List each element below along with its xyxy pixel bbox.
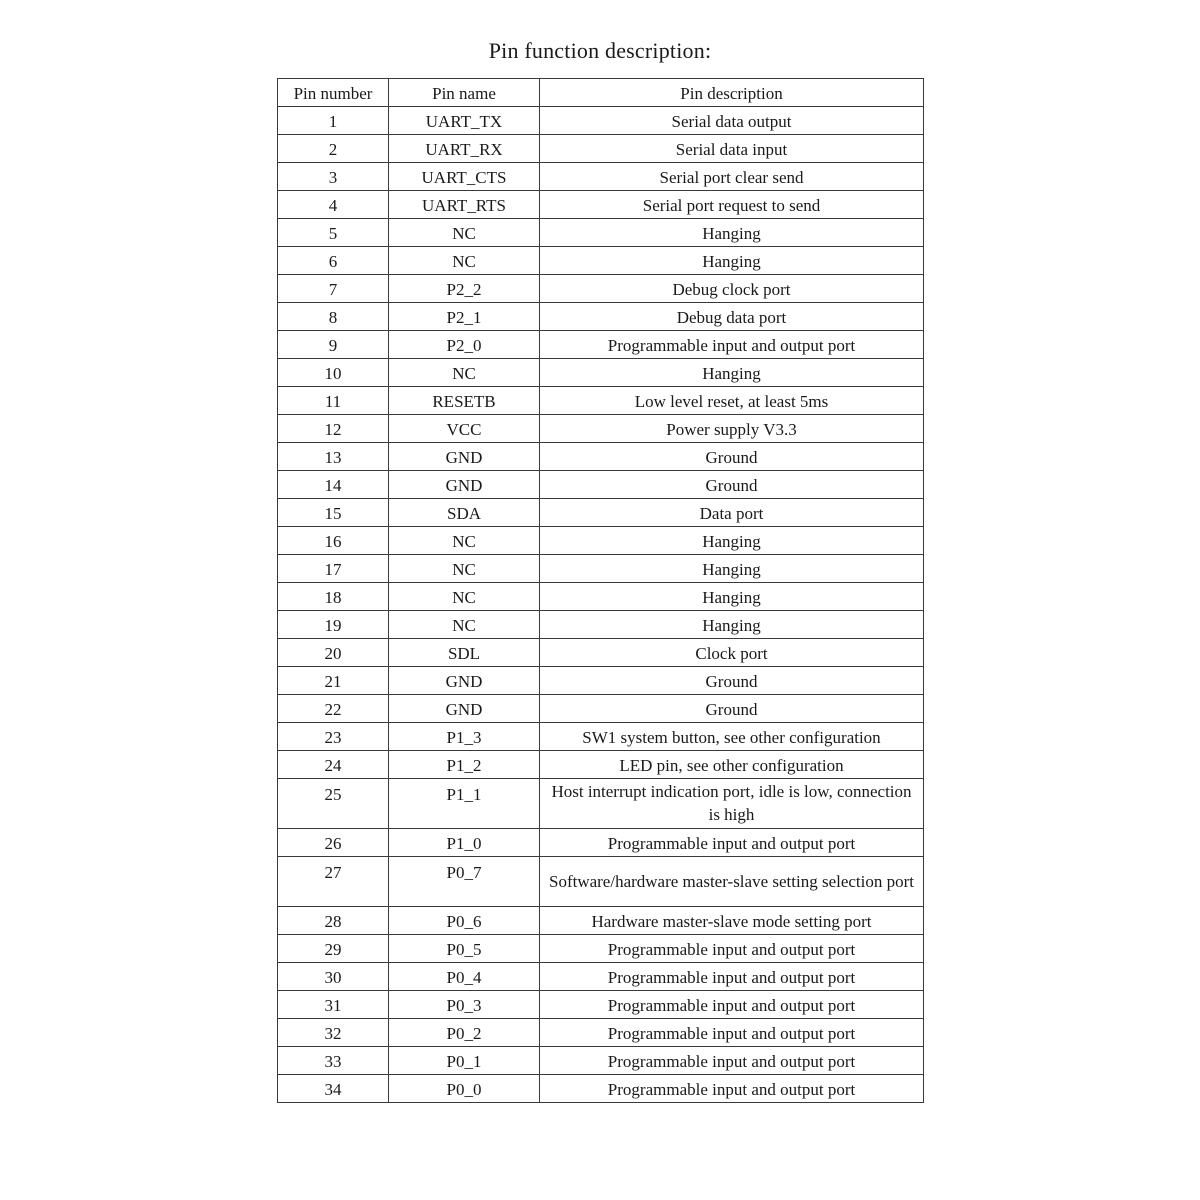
pin-number-cell: 18 — [278, 583, 389, 611]
pin-number-cell: 14 — [278, 471, 389, 499]
pin-name-cell: P1_2 — [389, 751, 540, 779]
table-row — [278, 275, 924, 303]
pin-description-cell: Ground — [540, 471, 924, 499]
table-row — [278, 695, 924, 723]
pin-name-cell: P0_3 — [389, 991, 540, 1019]
pin-number-cell: 17 — [278, 555, 389, 583]
pin-name-cell: NC — [389, 583, 540, 611]
pin-description-cell: Serial data output — [540, 107, 924, 135]
pin-name-cell: UART_RX — [389, 135, 540, 163]
pin-number-cell: 9 — [278, 331, 389, 359]
pin-number-cell: 3 — [278, 163, 389, 191]
pin-description-cell: Programmable input and output port — [540, 963, 924, 991]
pin-number-cell: 16 — [278, 527, 389, 555]
table-row — [278, 751, 924, 779]
pin-description-cell: Hanging — [540, 611, 924, 639]
pin-number-cell: 19 — [278, 611, 389, 639]
table-row — [278, 527, 924, 555]
table-row — [278, 359, 924, 387]
pin-name-cell: RESETB — [389, 387, 540, 415]
pin-description-cell: Host interrupt indication port, idle is low, connection is high — [540, 779, 924, 829]
pin-number-cell: 4 — [278, 191, 389, 219]
pin-description-cell: Programmable input and output port — [540, 829, 924, 857]
pin-description-cell: SW1 system button, see other configuration — [540, 723, 924, 751]
pin-name-cell: P2_1 — [389, 303, 540, 331]
table-row — [278, 163, 924, 191]
pin-number-cell: 34 — [278, 1075, 389, 1103]
pin-number-cell: 29 — [278, 935, 389, 963]
pin-description-cell: Programmable input and output port — [540, 1047, 924, 1075]
table-row — [278, 303, 924, 331]
pin-name-cell: VCC — [389, 415, 540, 443]
pin-name-cell: NC — [389, 359, 540, 387]
pin-number-cell: 11 — [278, 387, 389, 415]
table-row — [278, 723, 924, 751]
pin-name-cell: P0_6 — [389, 907, 540, 935]
pin-name-cell: GND — [389, 443, 540, 471]
pin-description-cell: Hanging — [540, 247, 924, 275]
pin-number-cell: 15 — [278, 499, 389, 527]
pin-name-cell: P0_7 — [389, 857, 540, 907]
table-row — [278, 667, 924, 695]
table-row — [278, 583, 924, 611]
table-header-row — [278, 79, 924, 107]
pin-number-cell: 32 — [278, 1019, 389, 1047]
pin-description-cell: Serial port clear send — [540, 163, 924, 191]
pin-number-cell: 6 — [278, 247, 389, 275]
pin-description-cell: Hardware master-slave mode setting port — [540, 907, 924, 935]
header-pin-number: Pin number — [278, 79, 389, 107]
pin-description-cell: Ground — [540, 667, 924, 695]
table-row — [278, 499, 924, 527]
pin-description-cell: Ground — [540, 443, 924, 471]
pin-number-cell: 20 — [278, 639, 389, 667]
pin-name-cell: NC — [389, 555, 540, 583]
pin-description-cell: Hanging — [540, 359, 924, 387]
pin-number-cell: 7 — [278, 275, 389, 303]
pin-number-cell: 22 — [278, 695, 389, 723]
table-row — [278, 471, 924, 499]
pin-number-cell: 5 — [278, 219, 389, 247]
pin-number-cell: 30 — [278, 963, 389, 991]
pin-name-cell: NC — [389, 611, 540, 639]
table-row — [278, 963, 924, 991]
pin-name-cell: NC — [389, 527, 540, 555]
pin-name-cell: P0_2 — [389, 1019, 540, 1047]
table-row — [278, 331, 924, 359]
table-row — [278, 219, 924, 247]
pin-name-cell: P0_1 — [389, 1047, 540, 1075]
pin-name-cell: UART_RTS — [389, 191, 540, 219]
pin-number-cell: 24 — [278, 751, 389, 779]
page-title: Pin function description: — [488, 38, 712, 63]
table-row — [278, 135, 924, 163]
pin-description-cell: LED pin, see other configuration — [540, 751, 924, 779]
pin-description-cell: Power supply V3.3 — [540, 415, 924, 443]
pin-description-cell: Data port — [540, 499, 924, 527]
table-row — [278, 829, 924, 857]
pin-name-cell: P2_2 — [389, 275, 540, 303]
table-row — [278, 991, 924, 1019]
pin-number-cell: 26 — [278, 829, 389, 857]
pin-number-cell: 21 — [278, 667, 389, 695]
table-row — [278, 611, 924, 639]
table-row — [278, 1075, 924, 1103]
pin-description-cell: Programmable input and output port — [540, 991, 924, 1019]
table-row — [278, 247, 924, 275]
pin-function-table — [277, 78, 924, 1103]
table-row — [278, 779, 924, 829]
table-row — [278, 107, 924, 135]
table-row — [278, 1019, 924, 1047]
pin-number-cell: 23 — [278, 723, 389, 751]
pin-description-cell: Serial port request to send — [540, 191, 924, 219]
table-row — [278, 191, 924, 219]
pin-description-cell: Programmable input and output port — [540, 1075, 924, 1103]
pin-name-cell: GND — [389, 471, 540, 499]
pin-description-cell: Hanging — [540, 527, 924, 555]
pin-name-cell: P1_0 — [389, 829, 540, 857]
pin-name-cell: P0_5 — [389, 935, 540, 963]
pin-number-cell: 1 — [278, 107, 389, 135]
pin-name-cell: P1_1 — [389, 779, 540, 829]
table-row — [278, 639, 924, 667]
table-row — [278, 415, 924, 443]
pin-number-cell: 33 — [278, 1047, 389, 1075]
pin-description-cell: Hanging — [540, 219, 924, 247]
pin-name-cell: NC — [389, 247, 540, 275]
pin-name-cell: P2_0 — [389, 331, 540, 359]
table-body — [278, 107, 924, 1103]
pin-description-cell: Low level reset, at least 5ms — [540, 387, 924, 415]
pin-description-cell: Clock port — [540, 639, 924, 667]
header-pin-name: Pin name — [389, 79, 540, 107]
pin-description-cell: Programmable input and output port — [540, 331, 924, 359]
pin-description-cell: Software/hardware master-slave setting selection port — [540, 857, 924, 907]
pin-name-cell: UART_TX — [389, 107, 540, 135]
pin-name-cell: SDA — [389, 499, 540, 527]
pin-name-cell: NC — [389, 219, 540, 247]
pin-description-cell: Hanging — [540, 583, 924, 611]
table-row — [278, 443, 924, 471]
pin-name-cell: P1_3 — [389, 723, 540, 751]
table-row — [278, 387, 924, 415]
header-pin-description: Pin description — [540, 79, 924, 107]
pin-number-cell: 31 — [278, 991, 389, 1019]
pin-description-cell: Hanging — [540, 555, 924, 583]
pin-name-cell: GND — [389, 695, 540, 723]
pin-name-cell: SDL — [389, 639, 540, 667]
pin-number-cell: 27 — [278, 857, 389, 907]
pin-name-cell: UART_CTS — [389, 163, 540, 191]
pin-number-cell: 13 — [278, 443, 389, 471]
table-row — [278, 935, 924, 963]
pin-number-cell: 12 — [278, 415, 389, 443]
pin-name-cell: GND — [389, 667, 540, 695]
pin-description-cell: Debug data port — [540, 303, 924, 331]
pin-number-cell: 10 — [278, 359, 389, 387]
pin-name-cell: P0_0 — [389, 1075, 540, 1103]
pin-description-cell: Serial data input — [540, 135, 924, 163]
table-row — [278, 857, 924, 907]
pin-description-cell: Debug clock port — [540, 275, 924, 303]
pin-number-cell: 28 — [278, 907, 389, 935]
pin-description-cell: Programmable input and output port — [540, 1019, 924, 1047]
table-row — [278, 1047, 924, 1075]
pin-name-cell: P0_4 — [389, 963, 540, 991]
pin-description-cell: Ground — [540, 695, 924, 723]
table-row — [278, 555, 924, 583]
pin-number-cell: 2 — [278, 135, 389, 163]
pin-description-cell: Programmable input and output port — [540, 935, 924, 963]
pin-number-cell: 8 — [278, 303, 389, 331]
table-row — [278, 907, 924, 935]
pin-number-cell: 25 — [278, 779, 389, 829]
